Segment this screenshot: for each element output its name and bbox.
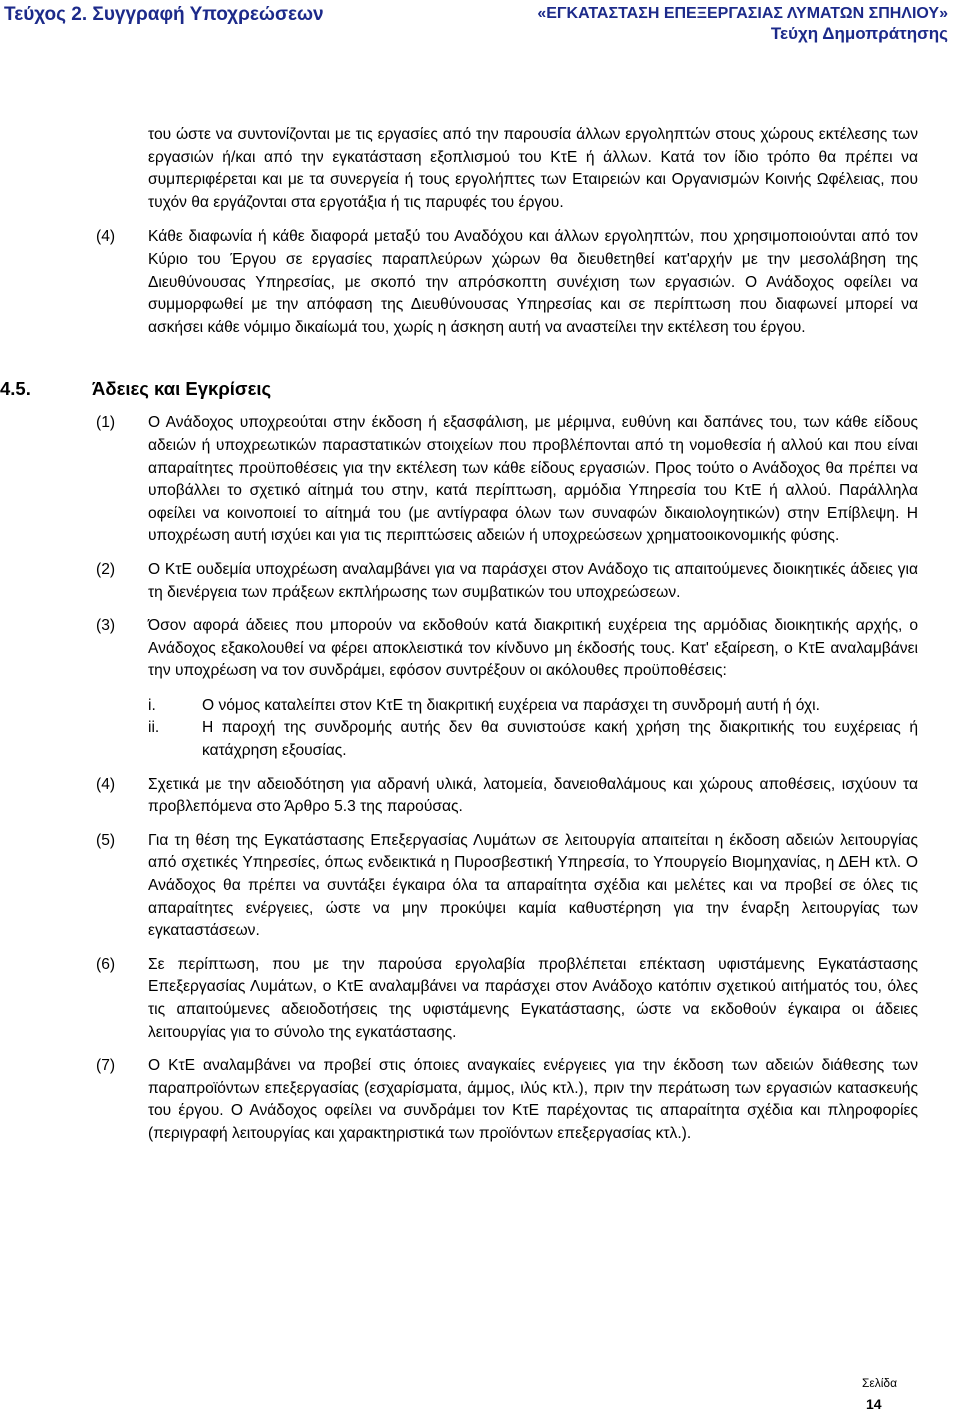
list-item-prev-4 [96, 226, 918, 339]
list-item [96, 412, 918, 548]
sub-list [148, 695, 918, 763]
project-title: «ΕΓΚΑΤΑΣΤΑΣΗ ΕΠΕΞΕΡΓΑΣΙΑΣ ΛΥΜΑΤΩΝ ΣΠΗΛΙΟΥ» [537, 5, 948, 22]
item-text: Κάθε διαφωνία ή κάθε διαφορά μεταξύ του Αναδόχου και άλλων εργοληπτών, που χρησιμοποιούνται από τον Κύριο του Έργου σε εργασίες παραπλεύρων χώρων θα διευθετηθεί κατ'αρχήν με την μεσολάβηση της Διευθύνουσας Υπηρεσίας, με σκοπό την απρόσκοπτη συνέχιση των εργασιών. Ο Ανάδοχος οφείλει να συμμορφωθεί με την απόφαση της Διευθύνουσας Υπηρεσίας και σε περίπτωση που διαφωνεί μπορεί να ασκήσει κάθε νόμιμο δικαίωμά του, χωρίς η άσκηση αυτή να αναστείλει την εκτέλεση του έργου. [148, 228, 918, 336]
item-number: (6) [96, 955, 116, 973]
list-item [96, 830, 918, 943]
page-footer [862, 1375, 897, 1412]
list-item [96, 615, 918, 763]
sub-list-item [148, 717, 918, 762]
item-number: (4) [96, 775, 116, 793]
item-number: (3) [96, 617, 116, 635]
page-label: Σελίδα [862, 1376, 898, 1390]
list-item [96, 774, 918, 819]
section-heading [0, 377, 918, 401]
sub-list-item [148, 695, 918, 718]
doc-type: Τεύχη Δημοπράτησης [770, 24, 948, 43]
item-text: Σχετικά με την αδειοδότηση για αδρανή υλικά, λατομεία, δανειοθαλάμους και χώρους αποθέσεις, ισχύουν τα προβλεπόμενα στο Άρθρο 5.3 της παρούσας. [148, 775, 918, 816]
list-item [96, 1055, 918, 1145]
item-text: Ο Ανάδοχος υποχρεούται στην έκδοση ή εξασφάλιση, με μέριμνα, ευθύνη και δαπάνες του, των κάθε είδους αδειών ή υποχρεωτικών παραστατικών στοιχείων που προβλέπονται από τη νομοθεσία ή αλλού και που είναι απαραίτητες προϋποθέσεις για την εκτέλεση των κάθε είδους εργασιών. Προς τούτο ο Ανάδοχος θα πρέπει να υποβάλλει το σχετικό αίτημά του στην, κατά περίπτωση, αρμόδια Υπηρεσία του ΚτΕ ή αλλού. Παράλληλα οφείλει να κοινοποιεί το αίτημά του (με αντίγραφα όλων των συναφών δικαιολογητικών) στην Επίβλεψη. Η υποχρέωση αυτή ισχύει και για τις περιπτώσεις αδειών ή υποχρεώσεων χρηματοοικονομικής φύσης. [148, 414, 918, 545]
item-text: Σε περίπτωση, που με την παρούσα εργολαβία προβλέπεται επέκταση υφιστάμενης Εγκατάστασης Επεξεργασίας Λυμάτων, ο ΚτΕ αναλαμβάνει να παράσχει στον Ανάδοχο κατόπιν σχετικού αιτήματός του, όλες τις απαιτούμενες αδειοδοτήσεις της υφιστάμενης Εγκατάστασης, ώστε να εκδοθούν έγκαιρα οι άδειες λειτουργίας για το σύνολο της εγκατάστασης. [148, 955, 918, 1041]
intro-paragraph: του ώστε να συντονίζονται με τις εργασίες από την παρουσία άλλων εργοληπτών στους χώρους εκτέλεσης των εργασιών ή/και από την εγκατάσταση εξοπλισμού του ΚτΕ ή άλλων. Κατά τον ίδιο τρόπο θα πρέπει να συμπεριφέρεται και με τα συνεργεία ή τους εργολήπτες των Εταιρειών και Οργανισμών Κοινής Ωφέλειας, που τυχόν θα εργάζονται στα εργοτάξια ή τις παρυφές του έργου. [148, 126, 918, 211]
item-text: Ο ΚτΕ ουδεμία υποχρέωση αναλαμβάνει για να παράσχει στον Ανάδοχο τις απαιτούμενες διοικητικές άδειες για τη διενέργεια των πράξεων εκπλήρωσης των συμβατικών του υποχρεώσεων. [148, 560, 918, 601]
list-item [96, 954, 918, 1044]
item-text: Για τη θέση της Εγκατάστασης Επεξεργασίας Λυμάτων σε λειτουργία απαιτείται η έκδοση αδειών λειτουργίας από σχετικές Υπηρεσίες, όπως ενδεικτικά η Πυροσβεστική Υπηρεσία, το Υπουργείο Βιομηχανίας, η ΔΕΗ κτλ. Ο Ανάδοχος θα πρέπει να συντάξει έγκαιρα όλα τα απαραίτητα σχέδια και μελέτες και να προβεί σε όλες τις απαραίτητες ενέργειες, ώστε να μην προκύψει καμία καθυστέρηση για την έναρξη λειτουργίας των εγκαταστάσεων. [148, 831, 918, 940]
sub-item-number: ii. [148, 719, 160, 737]
item-number: (5) [96, 831, 116, 849]
section-title: Άδειες και Εγκρίσεις [92, 378, 272, 400]
item-number: (7) [96, 1057, 116, 1075]
item-number: (2) [96, 560, 116, 578]
item-text: Ο ΚτΕ αναλαμβάνει να προβεί στις όποιες αναγκαίες ενέργειες για την έκδοση των αδειών διάθεσης των παραπροϊόντων επεξεργασίας (εσχαρίσματα, άμμος, ιλύς κτλ.), πριν την περάτωση των εργασιών κατασκευής του έργου. Ο Ανάδοχος οφείλει να συνδράμει τον ΚτΕ παρέχοντας τις απαραίτητα σχέδια και πληροφορίες (περιγραφή λειτουργίας και χαρακτηριστικά των προϊόντων επεξεργασίας κτλ.). [148, 1057, 918, 1142]
sub-item-text: Ο νόμος καταλείπει στον ΚτΕ τη διακριτική ευχέρεια να παράσχει τη συνδρομή αυτή ή όχι. [202, 696, 820, 714]
section-number: 4.5. [0, 378, 31, 400]
page-body [0, 124, 918, 1146]
sub-item-number: i. [148, 696, 156, 714]
sub-item-text: Η παροχή της συνδρομής αυτής δεν θα συνιστούσε κακή χρήση της διακριτικής του ευχέρειας ή κατάχρηση εξουσίας. [202, 719, 918, 760]
header-project [537, 4, 948, 44]
page-number: 14 [866, 1396, 882, 1412]
list-item [96, 559, 918, 604]
item-number: (4) [96, 228, 116, 246]
item-text: Όσον αφορά άδειες που μπορούν να εκδοθούν κατά διακριτική ευχέρεια της αρμόδιας διοικητικής αρχής, ο Ανάδοχος εξακολουθεί να φέρει αποκλειστικά τον κίνδυνο μη έκδοσής τους. Κατ' εξαίρεση, ο ΚτΕ αναλαμβάνει την υποχρέωση να τον συνδράμει, εφόσον συντρέξουν οι ακόλουθες προϋποθέσεις: [148, 617, 918, 680]
item-number: (1) [96, 414, 116, 432]
header-document-part: Τεύχος 2. Συγγραφή Υποχρεώσεων [4, 4, 324, 25]
